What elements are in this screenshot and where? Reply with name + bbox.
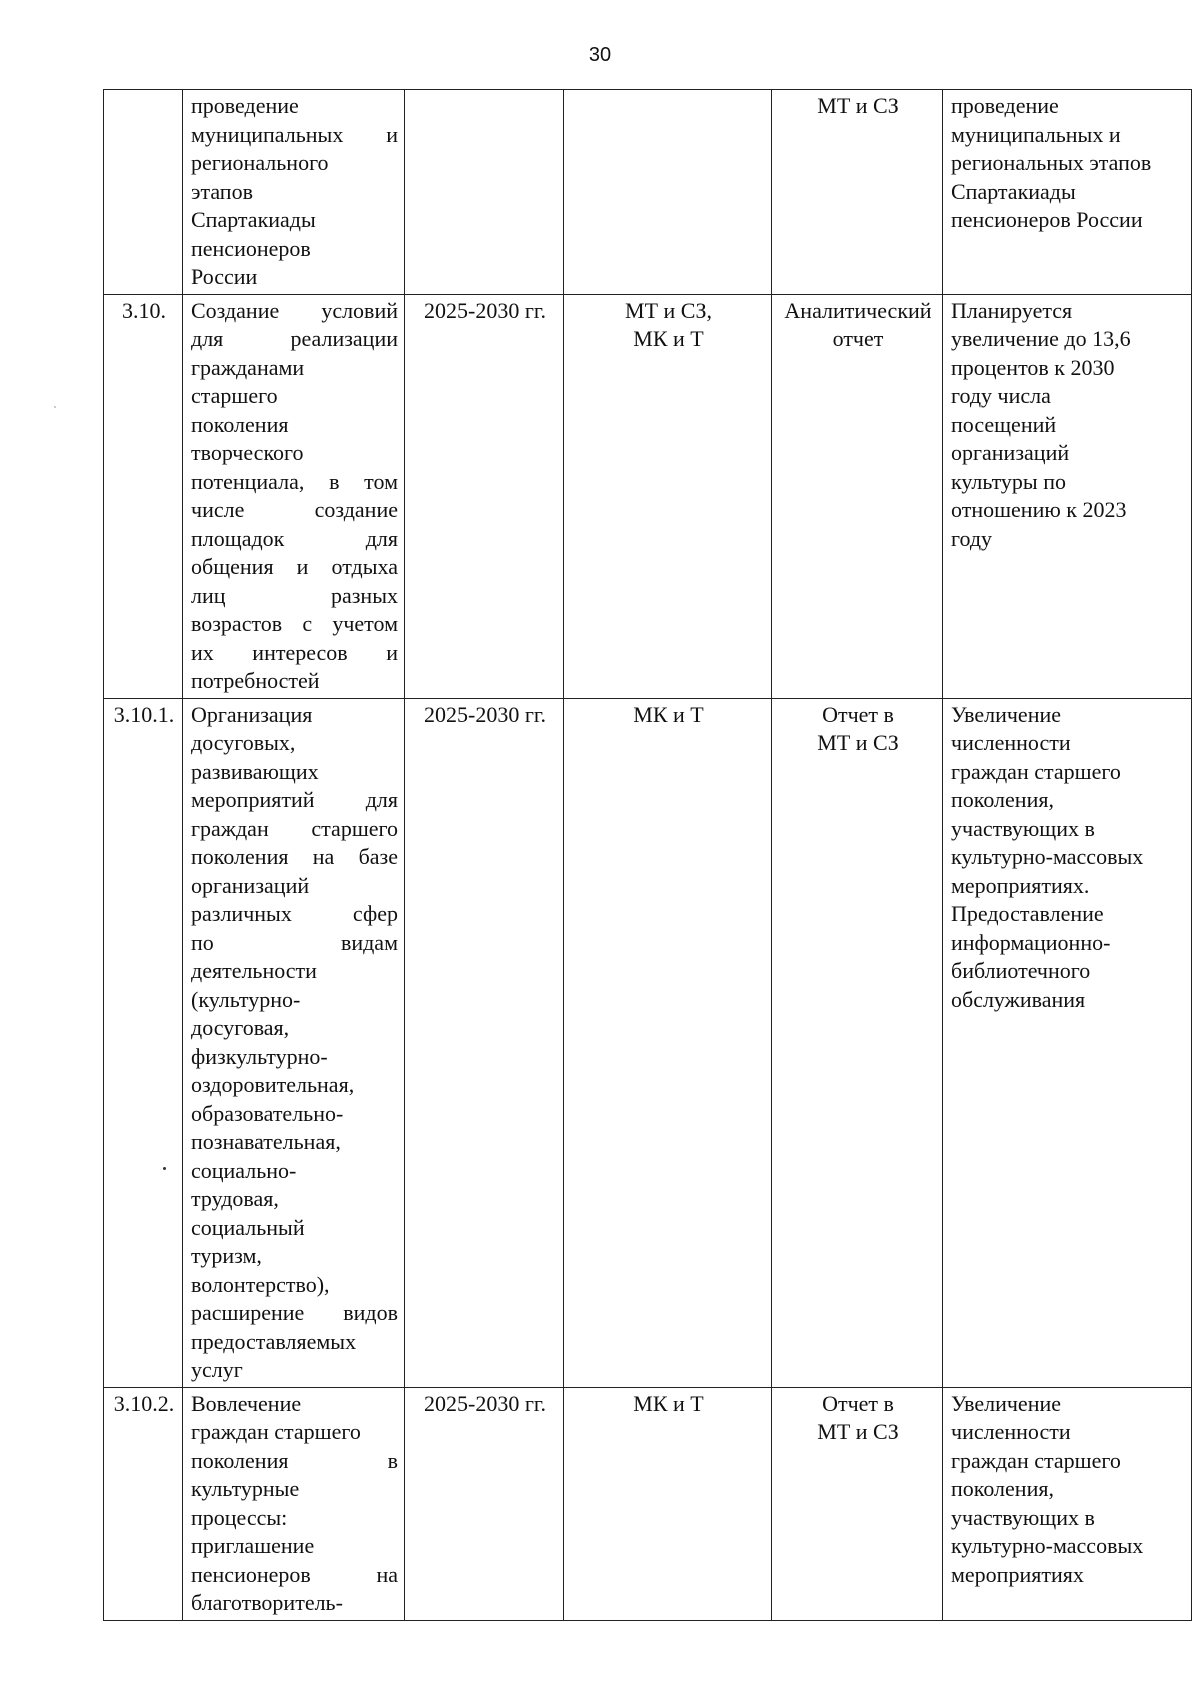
event-line: (культурно- (191, 986, 301, 1012)
event-line: граждан старшего (191, 1419, 361, 1444)
result-line: году (951, 525, 993, 551)
event-line: расширение видов (191, 1300, 398, 1325)
event-line: России (191, 264, 258, 289)
report-cell: МТ и СЗ (772, 90, 943, 295)
result-line: численности (951, 730, 1071, 755)
executors-cell (564, 698, 772, 1387)
report-line: Аналитический (784, 297, 932, 323)
event-line: возрастов с учетом (191, 611, 398, 636)
event-cell (183, 698, 405, 1387)
executors-line: МК и Т (633, 1390, 704, 1416)
result-line: обслуживания (951, 986, 1086, 1012)
result-line: численности (951, 1419, 1071, 1444)
event-line: пенсионеров на (191, 1561, 398, 1587)
row-number-cell: 3.10. (104, 294, 183, 698)
event-line: площадок для (191, 525, 398, 551)
report-cell (772, 698, 943, 1387)
result-line: культурно-массовых (951, 1533, 1144, 1558)
event-line: проведение (191, 93, 299, 118)
event-line: процессы: (191, 1504, 288, 1530)
result-line: процентов к 2030 (951, 354, 1115, 380)
event-line: деятельности (191, 958, 317, 983)
report-line: Отчет в (822, 1390, 894, 1416)
executors-line: МК и Т (633, 326, 704, 351)
report-line: Отчет в (822, 701, 894, 727)
event-line: благотворитель- (191, 1590, 343, 1615)
result-line: поколения, (951, 1476, 1054, 1501)
result-cell (943, 698, 1192, 1387)
result-cell (943, 1387, 1192, 1620)
result-line: участвующих в (951, 815, 1095, 841)
executors-line: МТ и СЗ, (625, 297, 712, 323)
report-line: МТ и СЗ (817, 730, 899, 755)
scan-speck (163, 1167, 166, 1170)
result-line: региональных этапов (951, 150, 1152, 175)
event-line: досуговых, (191, 730, 296, 755)
period-cell: 2025-2030 гг. (405, 294, 564, 698)
event-cell (183, 294, 405, 698)
event-line: оздоровительная, (191, 1072, 355, 1097)
row-number-cell: 3.10.1. (104, 698, 183, 1387)
event-cell (183, 90, 405, 295)
executors-cell (564, 294, 772, 698)
result-line: увеличение до 13,6 (951, 326, 1131, 351)
event-line: культурные (191, 1476, 300, 1501)
result-line: мероприятиях (951, 1561, 1084, 1587)
event-line: этапов (191, 178, 253, 204)
event-line: их интересов и (191, 639, 398, 665)
result-line: отношению к 2023 (951, 497, 1127, 522)
event-line: поколения на базе (191, 844, 398, 869)
result-line: посещений (951, 411, 1057, 437)
result-line: граждан старшего (951, 1447, 1121, 1473)
result-line: пенсионеров России (951, 207, 1143, 232)
event-line: организаций (191, 872, 310, 898)
result-line: Увеличение (951, 1390, 1062, 1416)
event-line: потенциала, в том (191, 468, 398, 494)
event-line: лиц разных (191, 582, 398, 608)
result-line: Предоставление (951, 901, 1104, 926)
event-line: образовательно- (191, 1100, 344, 1126)
row-number-cell: 3.10.2. (104, 1387, 183, 1620)
event-line: услуг (191, 1357, 243, 1382)
report-line: МТ и СЗ (817, 1419, 899, 1444)
result-line: организаций (951, 440, 1070, 465)
event-line: досуговая, (191, 1015, 290, 1040)
period-cell: 2025-2030 гг. (405, 1387, 564, 1620)
event-line: по видам (191, 929, 398, 955)
executors-cell (564, 1387, 772, 1620)
event-line: пенсионеров (191, 235, 311, 261)
result-line: Увеличение (951, 701, 1062, 727)
result-line: Планируется (951, 297, 1073, 323)
result-line: году числа (951, 383, 1051, 408)
event-line: общения и отдыха (191, 554, 398, 579)
event-line: муниципальных и (191, 121, 398, 147)
executors-line: МК и Т (633, 701, 704, 727)
event-line: познавательная, (191, 1129, 341, 1154)
event-line: поколения в (191, 1447, 398, 1473)
event-line: социально- (191, 1157, 297, 1183)
event-line: Спартакиады (191, 207, 316, 232)
event-line: туризм, (191, 1243, 262, 1268)
event-line: потребностей (191, 668, 320, 693)
scan-speck (54, 406, 56, 408)
result-line: поколения, (951, 787, 1054, 812)
event-line: Организация (191, 701, 313, 727)
event-line: предоставляемых (191, 1328, 357, 1354)
event-line: гражданами (191, 354, 305, 380)
result-line: муниципальных и (951, 121, 1121, 147)
event-line: трудовая, (191, 1186, 279, 1211)
result-line: культуры по (951, 468, 1066, 494)
result-line: культурно-массовых (951, 844, 1144, 869)
result-line: мероприятиях. (951, 872, 1090, 898)
page-number: 30 (588, 44, 612, 66)
event-line: развивающих (191, 758, 319, 784)
report-cell (772, 294, 943, 698)
event-line: физкультурно- (191, 1043, 328, 1069)
result-cell (943, 90, 1192, 295)
event-line: граждан старшего (191, 815, 398, 841)
executors-cell (564, 90, 772, 295)
table-row (104, 1387, 1192, 1620)
report-line: отчет (832, 326, 884, 351)
event-line: для реализации (191, 326, 398, 351)
period-cell (405, 90, 564, 295)
result-line: граждан старшего (951, 758, 1121, 784)
result-line: участвующих в (951, 1504, 1095, 1530)
result-line: Спартакиады (951, 178, 1076, 204)
result-line: библиотечного (951, 958, 1091, 983)
event-line: волонтерство), (191, 1271, 330, 1297)
event-line: числе создание (191, 497, 398, 522)
event-line: творческого (191, 440, 304, 465)
event-cell (183, 1387, 405, 1620)
plan-table (103, 89, 1192, 1621)
event-line: Вовлечение (191, 1390, 302, 1416)
result-cell (943, 294, 1192, 698)
table-row (104, 698, 1192, 1387)
event-line: регионального (191, 150, 329, 175)
table-row (104, 294, 1192, 698)
report-cell (772, 1387, 943, 1620)
event-line: поколения (191, 411, 289, 437)
event-line: различных сфер (191, 901, 398, 926)
event-line: приглашение (191, 1533, 315, 1558)
result-line: проведение (951, 93, 1059, 118)
period-cell: 2025-2030 гг. (405, 698, 564, 1387)
event-line: старшего (191, 383, 278, 408)
row-number-cell (104, 90, 183, 295)
table-row (104, 90, 1192, 295)
result-line: информационно- (951, 929, 1111, 955)
event-line: мероприятий для (191, 787, 398, 812)
event-line: Создание условий (191, 297, 398, 323)
event-line: социальный (191, 1214, 305, 1240)
